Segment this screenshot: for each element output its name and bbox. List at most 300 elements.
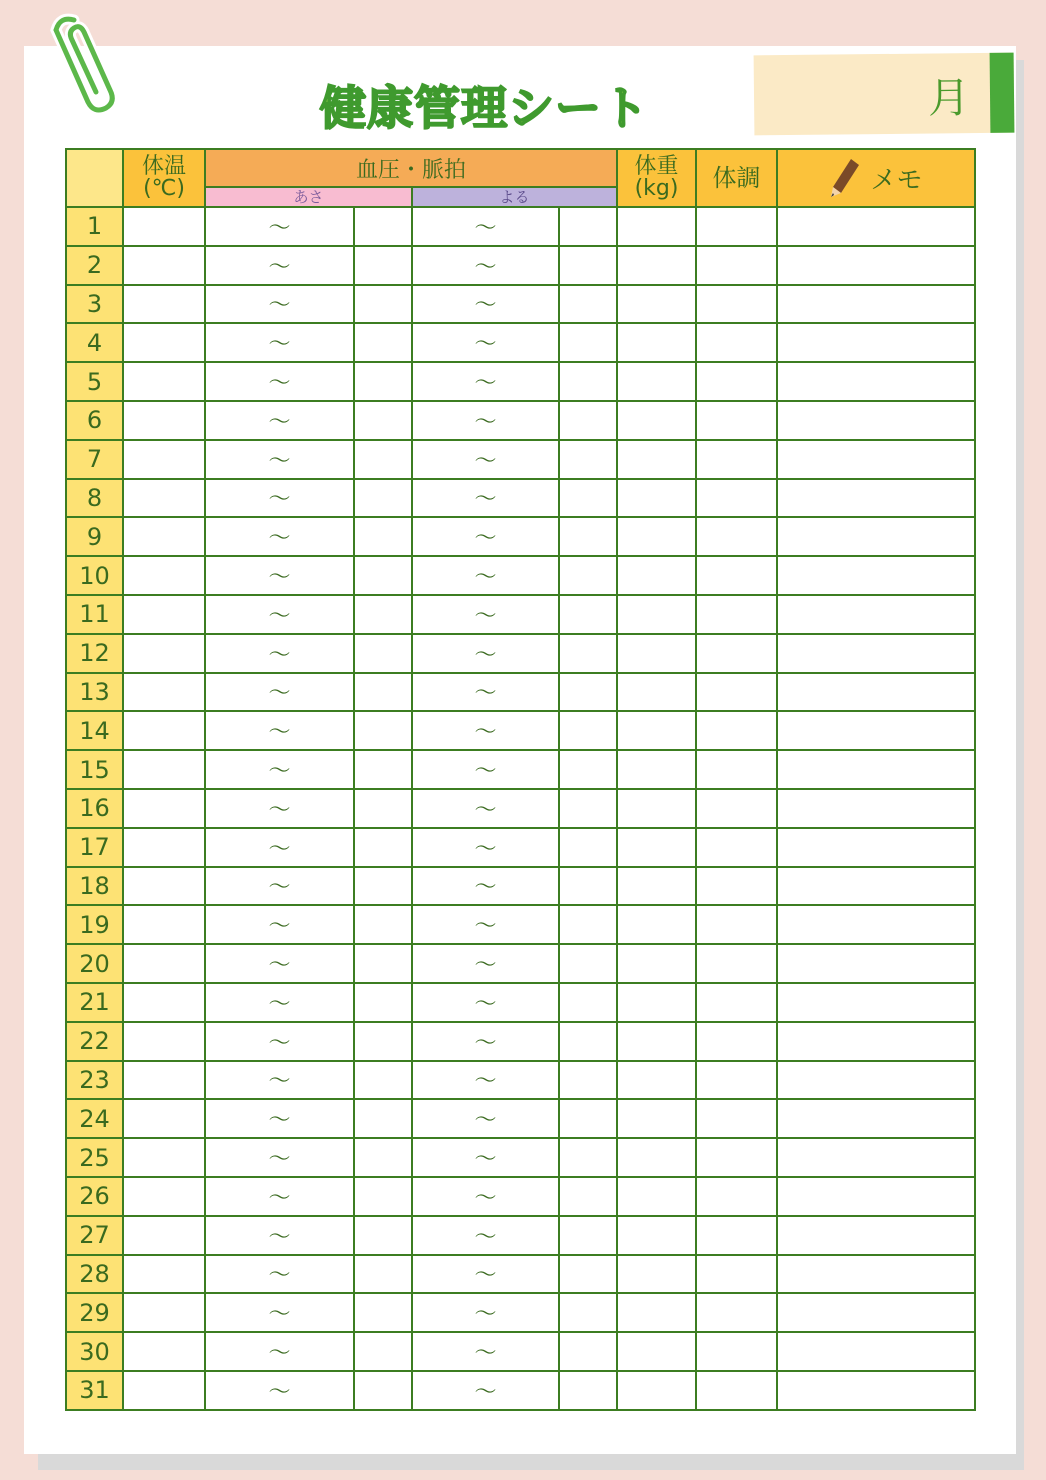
day-number: 21 bbox=[66, 983, 123, 1022]
table-row bbox=[66, 1177, 975, 1216]
night-bp-cell[interactable]: ～ bbox=[412, 905, 559, 944]
night-bp-cell[interactable]: ～ bbox=[412, 440, 559, 479]
weight-cell[interactable] bbox=[617, 207, 696, 246]
night-pulse-cell[interactable] bbox=[559, 401, 617, 440]
temperature-cell[interactable] bbox=[123, 711, 205, 750]
night-pulse-cell[interactable] bbox=[559, 789, 617, 828]
morning-pulse-cell[interactable] bbox=[354, 867, 412, 906]
condition-cell[interactable] bbox=[696, 1293, 777, 1332]
morning-pulse-cell[interactable] bbox=[354, 673, 412, 712]
weight-cell[interactable] bbox=[617, 362, 696, 401]
temperature-cell[interactable] bbox=[123, 789, 205, 828]
header-weight-unit: (kg) bbox=[634, 176, 679, 201]
condition-cell[interactable] bbox=[696, 944, 777, 983]
condition-cell[interactable] bbox=[696, 1255, 777, 1294]
night-bp-cell[interactable]: ～ bbox=[412, 1099, 559, 1138]
night-pulse-cell[interactable] bbox=[559, 1332, 617, 1371]
morning-pulse-cell[interactable] bbox=[354, 556, 412, 595]
weight-cell[interactable] bbox=[617, 750, 696, 789]
day-number: 17 bbox=[66, 828, 123, 867]
weight-cell[interactable] bbox=[617, 517, 696, 556]
table-row bbox=[66, 1099, 975, 1138]
condition-cell[interactable] bbox=[696, 1177, 777, 1216]
night-bp-cell[interactable]: ～ bbox=[412, 750, 559, 789]
temperature-cell[interactable] bbox=[123, 479, 205, 518]
morning-bp-cell[interactable]: ～ bbox=[205, 983, 354, 1022]
weight-cell[interactable] bbox=[617, 828, 696, 867]
memo-cell[interactable] bbox=[777, 517, 975, 556]
memo-cell[interactable] bbox=[777, 1293, 975, 1332]
morning-pulse-cell[interactable] bbox=[354, 207, 412, 246]
morning-pulse-cell[interactable] bbox=[354, 789, 412, 828]
weight-cell[interactable] bbox=[617, 634, 696, 673]
condition-cell[interactable] bbox=[696, 1061, 777, 1100]
morning-bp-cell[interactable]: ～ bbox=[205, 1332, 354, 1371]
day-number: 23 bbox=[66, 1061, 123, 1100]
temperature-cell[interactable] bbox=[123, 750, 205, 789]
header-temperature-unit: (℃) bbox=[143, 176, 185, 201]
temperature-cell[interactable] bbox=[123, 207, 205, 246]
day-number: 26 bbox=[66, 1177, 123, 1216]
condition-cell[interactable] bbox=[696, 1332, 777, 1371]
memo-cell[interactable] bbox=[777, 673, 975, 712]
day-number: 18 bbox=[66, 867, 123, 906]
weight-cell[interactable] bbox=[617, 1216, 696, 1255]
morning-bp-cell[interactable]: ～ bbox=[205, 828, 354, 867]
night-pulse-cell[interactable] bbox=[559, 1061, 617, 1100]
morning-pulse-cell[interactable] bbox=[354, 362, 412, 401]
day-number: 7 bbox=[66, 440, 123, 479]
temperature-cell[interactable] bbox=[123, 401, 205, 440]
night-bp-cell[interactable]: ～ bbox=[412, 634, 559, 673]
weight-cell[interactable] bbox=[617, 1332, 696, 1371]
night-pulse-cell[interactable] bbox=[559, 246, 617, 285]
morning-pulse-cell[interactable] bbox=[354, 1099, 412, 1138]
night-bp-cell[interactable]: ～ bbox=[412, 1061, 559, 1100]
morning-pulse-cell[interactable] bbox=[354, 1255, 412, 1294]
weight-cell[interactable] bbox=[617, 1022, 696, 1061]
weight-cell[interactable] bbox=[617, 401, 696, 440]
morning-pulse-cell[interactable] bbox=[354, 1216, 412, 1255]
memo-cell[interactable] bbox=[777, 246, 975, 285]
morning-pulse-cell[interactable] bbox=[354, 1332, 412, 1371]
table-row bbox=[66, 285, 975, 324]
morning-bp-cell[interactable]: ～ bbox=[205, 789, 354, 828]
night-pulse-cell[interactable] bbox=[559, 285, 617, 324]
table-row bbox=[66, 1216, 975, 1255]
night-pulse-cell[interactable] bbox=[559, 323, 617, 362]
memo-cell[interactable] bbox=[777, 207, 975, 246]
morning-bp-cell[interactable]: ～ bbox=[205, 1061, 354, 1100]
memo-cell[interactable] bbox=[777, 983, 975, 1022]
memo-cell[interactable] bbox=[777, 1177, 975, 1216]
memo-cell[interactable] bbox=[777, 440, 975, 479]
morning-pulse-cell[interactable] bbox=[354, 750, 412, 789]
memo-cell[interactable] bbox=[777, 479, 975, 518]
table-row bbox=[66, 479, 975, 518]
morning-bp-cell[interactable]: ～ bbox=[205, 285, 354, 324]
weight-cell[interactable] bbox=[617, 867, 696, 906]
night-pulse-cell[interactable] bbox=[559, 556, 617, 595]
morning-pulse-cell[interactable] bbox=[354, 1022, 412, 1061]
weight-cell[interactable] bbox=[617, 1255, 696, 1294]
day-number: 6 bbox=[66, 401, 123, 440]
temperature-cell[interactable] bbox=[123, 595, 205, 634]
morning-pulse-cell[interactable] bbox=[354, 323, 412, 362]
weight-cell[interactable] bbox=[617, 1177, 696, 1216]
weight-cell[interactable] bbox=[617, 711, 696, 750]
night-bp-cell[interactable]: ～ bbox=[412, 828, 559, 867]
night-bp-cell[interactable]: ～ bbox=[412, 517, 559, 556]
night-bp-cell[interactable]: ～ bbox=[412, 479, 559, 518]
night-pulse-cell[interactable] bbox=[559, 1371, 617, 1410]
night-pulse-cell[interactable] bbox=[559, 1255, 617, 1294]
morning-bp-cell[interactable]: ～ bbox=[205, 479, 354, 518]
night-pulse-cell[interactable] bbox=[559, 440, 617, 479]
morning-pulse-cell[interactable] bbox=[354, 905, 412, 944]
night-bp-cell[interactable]: ～ bbox=[412, 711, 559, 750]
condition-cell[interactable] bbox=[696, 905, 777, 944]
night-pulse-cell[interactable] bbox=[559, 711, 617, 750]
night-bp-cell[interactable]: ～ bbox=[412, 1177, 559, 1216]
morning-pulse-cell[interactable] bbox=[354, 711, 412, 750]
night-pulse-cell[interactable] bbox=[559, 1293, 617, 1332]
memo-cell[interactable] bbox=[777, 1022, 975, 1061]
header-temperature bbox=[123, 149, 205, 207]
weight-cell[interactable] bbox=[617, 479, 696, 518]
weight-cell[interactable] bbox=[617, 595, 696, 634]
table-row bbox=[66, 1371, 975, 1410]
morning-pulse-cell[interactable] bbox=[354, 1177, 412, 1216]
day-number: 10 bbox=[66, 556, 123, 595]
night-bp-cell[interactable]: ～ bbox=[412, 867, 559, 906]
temperature-cell[interactable] bbox=[123, 1099, 205, 1138]
night-bp-cell[interactable]: ～ bbox=[412, 401, 559, 440]
weight-cell[interactable] bbox=[617, 789, 696, 828]
morning-pulse-cell[interactable] bbox=[354, 517, 412, 556]
morning-bp-cell[interactable]: ～ bbox=[205, 246, 354, 285]
morning-bp-cell[interactable]: ～ bbox=[205, 440, 354, 479]
morning-bp-cell[interactable]: ～ bbox=[205, 1177, 354, 1216]
memo-cell[interactable] bbox=[777, 711, 975, 750]
day-number: 8 bbox=[66, 479, 123, 518]
month-tab bbox=[754, 53, 1015, 136]
night-bp-cell[interactable]: ～ bbox=[412, 673, 559, 712]
night-pulse-cell[interactable] bbox=[559, 1177, 617, 1216]
table-row bbox=[66, 246, 975, 285]
morning-bp-cell[interactable]: ～ bbox=[205, 595, 354, 634]
day-number: 3 bbox=[66, 285, 123, 324]
header-memo-label: メモ bbox=[870, 165, 923, 196]
morning-pulse-cell[interactable] bbox=[354, 944, 412, 983]
temperature-cell[interactable] bbox=[123, 983, 205, 1022]
table-row bbox=[66, 1332, 975, 1371]
temperature-cell[interactable] bbox=[123, 246, 205, 285]
memo-cell[interactable] bbox=[777, 1255, 975, 1294]
night-bp-cell[interactable]: ～ bbox=[412, 323, 559, 362]
table-row bbox=[66, 944, 975, 983]
temperature-cell[interactable] bbox=[123, 1332, 205, 1371]
memo-cell[interactable] bbox=[777, 285, 975, 324]
weight-cell[interactable] bbox=[617, 246, 696, 285]
morning-bp-cell[interactable]: ～ bbox=[205, 517, 354, 556]
condition-cell[interactable] bbox=[696, 1099, 777, 1138]
night-pulse-cell[interactable] bbox=[559, 1216, 617, 1255]
night-pulse-cell[interactable] bbox=[559, 207, 617, 246]
memo-cell[interactable] bbox=[777, 750, 975, 789]
weight-cell[interactable] bbox=[617, 673, 696, 712]
night-pulse-cell[interactable] bbox=[559, 634, 617, 673]
day-number: 16 bbox=[66, 789, 123, 828]
morning-bp-cell[interactable]: ～ bbox=[205, 1255, 354, 1294]
temperature-cell[interactable] bbox=[123, 517, 205, 556]
temperature-cell[interactable] bbox=[123, 1293, 205, 1332]
day-number: 30 bbox=[66, 1332, 123, 1371]
memo-cell[interactable] bbox=[777, 1216, 975, 1255]
temperature-cell[interactable] bbox=[123, 634, 205, 673]
morning-pulse-cell[interactable] bbox=[354, 1061, 412, 1100]
night-bp-cell[interactable]: ～ bbox=[412, 983, 559, 1022]
condition-cell[interactable] bbox=[696, 556, 777, 595]
night-pulse-cell[interactable] bbox=[559, 1138, 617, 1177]
morning-pulse-cell[interactable] bbox=[354, 1371, 412, 1410]
memo-cell[interactable] bbox=[777, 362, 975, 401]
night-pulse-cell[interactable] bbox=[559, 905, 617, 944]
morning-pulse-cell[interactable] bbox=[354, 983, 412, 1022]
memo-cell[interactable] bbox=[777, 1099, 975, 1138]
memo-cell[interactable] bbox=[777, 867, 975, 906]
condition-cell[interactable] bbox=[696, 440, 777, 479]
weight-cell[interactable] bbox=[617, 1138, 696, 1177]
morning-pulse-cell[interactable] bbox=[354, 828, 412, 867]
night-bp-cell[interactable]: ～ bbox=[412, 595, 559, 634]
day-number: 29 bbox=[66, 1293, 123, 1332]
night-bp-cell[interactable]: ～ bbox=[412, 1332, 559, 1371]
table-row bbox=[66, 789, 975, 828]
morning-bp-cell[interactable]: ～ bbox=[205, 1293, 354, 1332]
morning-bp-cell[interactable]: ～ bbox=[205, 673, 354, 712]
condition-cell[interactable] bbox=[696, 362, 777, 401]
temperature-cell[interactable] bbox=[123, 1138, 205, 1177]
health-log-table bbox=[65, 148, 976, 1411]
condition-cell[interactable] bbox=[696, 1022, 777, 1061]
morning-bp-cell[interactable]: ～ bbox=[205, 401, 354, 440]
memo-cell[interactable] bbox=[777, 944, 975, 983]
memo-cell[interactable] bbox=[777, 828, 975, 867]
condition-cell[interactable] bbox=[696, 401, 777, 440]
memo-cell[interactable] bbox=[777, 1332, 975, 1371]
morning-bp-cell[interactable]: ～ bbox=[205, 944, 354, 983]
morning-bp-cell[interactable]: ～ bbox=[205, 362, 354, 401]
month-tab-accent bbox=[990, 53, 1015, 133]
night-bp-cell[interactable]: ～ bbox=[412, 556, 559, 595]
night-bp-cell[interactable]: ～ bbox=[412, 1371, 559, 1410]
memo-cell[interactable] bbox=[777, 1371, 975, 1410]
temperature-cell[interactable] bbox=[123, 1061, 205, 1100]
temperature-cell[interactable] bbox=[123, 867, 205, 906]
morning-bp-cell[interactable]: ～ bbox=[205, 634, 354, 673]
night-bp-cell[interactable]: ～ bbox=[412, 789, 559, 828]
memo-cell[interactable] bbox=[777, 1061, 975, 1100]
header-weight bbox=[617, 149, 696, 207]
night-pulse-cell[interactable] bbox=[559, 944, 617, 983]
memo-cell[interactable] bbox=[777, 905, 975, 944]
temperature-cell[interactable] bbox=[123, 1022, 205, 1061]
morning-pulse-cell[interactable] bbox=[354, 634, 412, 673]
memo-cell[interactable] bbox=[777, 789, 975, 828]
day-number: 13 bbox=[66, 673, 123, 712]
condition-cell[interactable] bbox=[696, 750, 777, 789]
temperature-cell[interactable] bbox=[123, 1371, 205, 1410]
morning-bp-cell[interactable]: ～ bbox=[205, 711, 354, 750]
temperature-cell[interactable] bbox=[123, 1177, 205, 1216]
temperature-cell[interactable] bbox=[123, 285, 205, 324]
weight-cell[interactable] bbox=[617, 944, 696, 983]
day-number: 25 bbox=[66, 1138, 123, 1177]
pencil-icon bbox=[829, 157, 861, 199]
morning-bp-cell[interactable]: ～ bbox=[205, 1138, 354, 1177]
temperature-cell[interactable] bbox=[123, 905, 205, 944]
morning-bp-cell[interactable]: ～ bbox=[205, 1371, 354, 1410]
table-row bbox=[66, 207, 975, 246]
table-row bbox=[66, 362, 975, 401]
morning-pulse-cell[interactable] bbox=[354, 479, 412, 518]
weight-cell[interactable] bbox=[617, 440, 696, 479]
night-pulse-cell[interactable] bbox=[559, 595, 617, 634]
temperature-cell[interactable] bbox=[123, 362, 205, 401]
weight-cell[interactable] bbox=[617, 1371, 696, 1410]
condition-cell[interactable] bbox=[696, 246, 777, 285]
morning-bp-cell[interactable]: ～ bbox=[205, 750, 354, 789]
weight-cell[interactable] bbox=[617, 1061, 696, 1100]
night-bp-cell[interactable]: ～ bbox=[412, 1138, 559, 1177]
table-row bbox=[66, 711, 975, 750]
morning-pulse-cell[interactable] bbox=[354, 1293, 412, 1332]
night-bp-cell[interactable]: ～ bbox=[412, 1022, 559, 1061]
condition-cell[interactable] bbox=[696, 595, 777, 634]
condition-cell[interactable] bbox=[696, 867, 777, 906]
temperature-cell[interactable] bbox=[123, 323, 205, 362]
night-pulse-cell[interactable] bbox=[559, 867, 617, 906]
condition-cell[interactable] bbox=[696, 711, 777, 750]
memo-cell[interactable] bbox=[777, 1138, 975, 1177]
day-number: 9 bbox=[66, 517, 123, 556]
condition-cell[interactable] bbox=[696, 1138, 777, 1177]
weight-cell[interactable] bbox=[617, 323, 696, 362]
day-number: 19 bbox=[66, 905, 123, 944]
condition-cell[interactable] bbox=[696, 828, 777, 867]
condition-cell[interactable] bbox=[696, 789, 777, 828]
condition-cell[interactable] bbox=[696, 673, 777, 712]
night-bp-cell[interactable]: ～ bbox=[412, 1255, 559, 1294]
night-pulse-cell[interactable] bbox=[559, 750, 617, 789]
night-bp-cell[interactable]: ～ bbox=[412, 944, 559, 983]
memo-cell[interactable] bbox=[777, 595, 975, 634]
condition-cell[interactable] bbox=[696, 479, 777, 518]
morning-pulse-cell[interactable] bbox=[354, 595, 412, 634]
night-pulse-cell[interactable] bbox=[559, 1022, 617, 1061]
temperature-cell[interactable] bbox=[123, 1216, 205, 1255]
temperature-cell[interactable] bbox=[123, 673, 205, 712]
morning-pulse-cell[interactable] bbox=[354, 1138, 412, 1177]
morning-bp-cell[interactable]: ～ bbox=[205, 1022, 354, 1061]
memo-cell[interactable] bbox=[777, 323, 975, 362]
morning-bp-cell[interactable]: ～ bbox=[205, 556, 354, 595]
night-pulse-cell[interactable] bbox=[559, 983, 617, 1022]
header-day-blank bbox=[66, 149, 123, 207]
condition-cell[interactable] bbox=[696, 285, 777, 324]
morning-bp-cell[interactable]: ～ bbox=[205, 1099, 354, 1138]
night-bp-cell[interactable]: ～ bbox=[412, 285, 559, 324]
morning-bp-cell[interactable]: ～ bbox=[205, 207, 354, 246]
night-bp-cell[interactable]: ～ bbox=[412, 1216, 559, 1255]
night-bp-cell[interactable]: ～ bbox=[412, 362, 559, 401]
morning-pulse-cell[interactable] bbox=[354, 246, 412, 285]
weight-cell[interactable] bbox=[617, 905, 696, 944]
condition-cell[interactable] bbox=[696, 1371, 777, 1410]
header-weight-label: 体重 bbox=[634, 154, 679, 179]
night-bp-cell[interactable]: ～ bbox=[412, 1293, 559, 1332]
table-row bbox=[66, 323, 975, 362]
table-row bbox=[66, 556, 975, 595]
header-night: よる bbox=[412, 187, 617, 207]
day-number: 14 bbox=[66, 711, 123, 750]
morning-bp-cell[interactable]: ～ bbox=[205, 867, 354, 906]
day-number: 1 bbox=[66, 207, 123, 246]
condition-cell[interactable] bbox=[696, 634, 777, 673]
morning-bp-cell[interactable]: ～ bbox=[205, 1216, 354, 1255]
condition-cell[interactable] bbox=[696, 323, 777, 362]
night-pulse-cell[interactable] bbox=[559, 673, 617, 712]
day-number: 31 bbox=[66, 1371, 123, 1410]
day-number: 28 bbox=[66, 1255, 123, 1294]
condition-cell[interactable] bbox=[696, 207, 777, 246]
temperature-cell[interactable] bbox=[123, 440, 205, 479]
memo-cell[interactable] bbox=[777, 401, 975, 440]
morning-pulse-cell[interactable] bbox=[354, 401, 412, 440]
morning-bp-cell[interactable]: ～ bbox=[205, 905, 354, 944]
night-pulse-cell[interactable] bbox=[559, 828, 617, 867]
table-row bbox=[66, 401, 975, 440]
memo-cell[interactable] bbox=[777, 556, 975, 595]
condition-cell[interactable] bbox=[696, 983, 777, 1022]
morning-bp-cell[interactable]: ～ bbox=[205, 323, 354, 362]
night-bp-cell[interactable]: ～ bbox=[412, 207, 559, 246]
temperature-cell[interactable] bbox=[123, 1255, 205, 1294]
night-pulse-cell[interactable] bbox=[559, 517, 617, 556]
day-number: 22 bbox=[66, 1022, 123, 1061]
condition-cell[interactable] bbox=[696, 517, 777, 556]
morning-pulse-cell[interactable] bbox=[354, 285, 412, 324]
weight-cell[interactable] bbox=[617, 556, 696, 595]
header-condition-label: 体調 bbox=[712, 164, 761, 192]
night-pulse-cell[interactable] bbox=[559, 362, 617, 401]
weight-cell[interactable] bbox=[617, 1099, 696, 1138]
night-pulse-cell[interactable] bbox=[559, 479, 617, 518]
temperature-cell[interactable] bbox=[123, 556, 205, 595]
weight-cell[interactable] bbox=[617, 285, 696, 324]
weight-cell[interactable] bbox=[617, 983, 696, 1022]
condition-cell[interactable] bbox=[696, 1216, 777, 1255]
night-bp-cell[interactable]: ～ bbox=[412, 246, 559, 285]
weight-cell[interactable] bbox=[617, 1293, 696, 1332]
temperature-cell[interactable] bbox=[123, 828, 205, 867]
night-pulse-cell[interactable] bbox=[559, 1099, 617, 1138]
memo-cell[interactable] bbox=[777, 634, 975, 673]
table-row bbox=[66, 673, 975, 712]
temperature-cell[interactable] bbox=[123, 944, 205, 983]
morning-pulse-cell[interactable] bbox=[354, 440, 412, 479]
